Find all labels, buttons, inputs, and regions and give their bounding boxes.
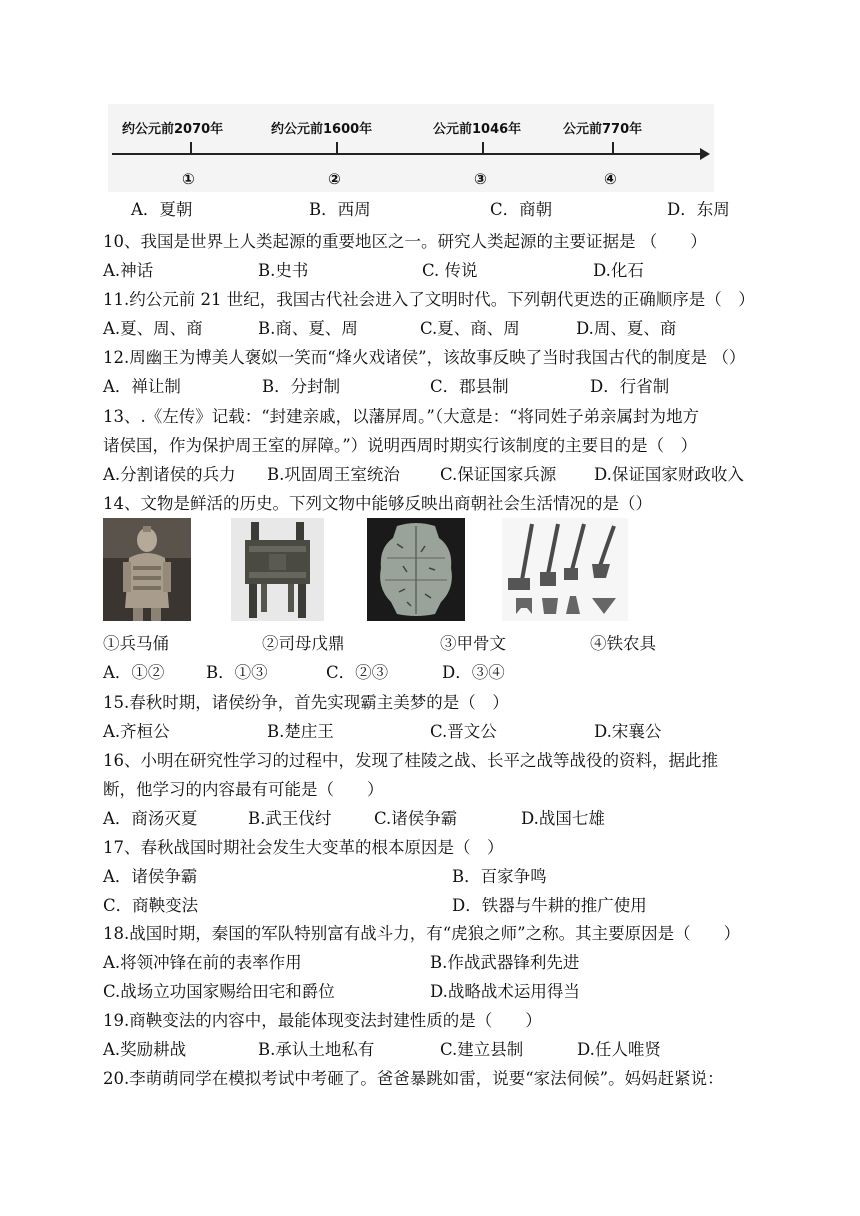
q16-option-b: B.武王伐纣	[248, 809, 332, 828]
timeline-marker-3: ③	[474, 170, 487, 188]
terracotta-warrior-image	[103, 518, 191, 621]
q10-option-c: C. 传说	[422, 261, 478, 280]
q16-stem-line-2: 断，他学习的内容最有可能是（ ）	[103, 780, 384, 799]
q10-option-d: D.化石	[593, 261, 644, 280]
q19-stem: 19.商鞅变法的内容中，最能体现变法封建性质的是（ ）	[103, 1011, 542, 1030]
q14-option-a: A．①②	[103, 663, 165, 682]
q14-caption-3: ③甲骨文	[440, 634, 506, 653]
q10-option-b: B.史书	[258, 261, 309, 280]
timeline-tick	[190, 142, 192, 155]
timeline-marker-4: ④	[604, 170, 617, 188]
timeline-arrow-icon	[700, 148, 710, 160]
q10-stem: 10、我国是世界上人类起源的重要地区之一。研究人类起源的主要证据是 （ ）	[103, 232, 707, 251]
q13-option-d: D.保证国家财政收入	[594, 465, 744, 484]
q9-option-d: D．东周	[667, 200, 730, 219]
q19-option-a: A.奖励耕战	[103, 1040, 187, 1059]
q18-option-a: A.将领冲锋在前的表率作用	[103, 953, 302, 972]
timeline-figure	[108, 104, 714, 192]
q11-option-a: A.夏、周、商	[103, 319, 203, 338]
q18-option-b: B.作战武器锋利先进	[430, 953, 580, 972]
q13-stem-line-1: 13、.《左传》记载：“封建亲戚，以藩屏周。”（大意是：“将同姓子弟亲属封为地方	[103, 407, 700, 426]
q18-stem: 18.战国时期，秦国的军队特别富有战斗力，有“虎狼之师”之称。其主要原因是（ ）	[103, 924, 741, 943]
q9-option-a: A．夏朝	[131, 200, 193, 219]
q15-option-c: C.晋文公	[430, 722, 497, 741]
q11-option-c: C.夏、商、周	[420, 319, 520, 338]
q17-option-d: D．铁器与牛耕的推广使用	[452, 896, 647, 915]
q12-option-c: C．郡县制	[430, 377, 509, 396]
q14-caption-2: ②司母戊鼎	[262, 634, 345, 653]
q15-stem: 15.春秋时期，诸侯纷争，首先实现霸主美梦的是（ ）	[103, 693, 509, 712]
q13-option-b: B.巩固周王室统治	[267, 465, 400, 484]
timeline-tick	[336, 142, 338, 155]
timeline-label-3: 公元前1046年	[433, 122, 522, 137]
q11-stem: 11.约公元前 21 世纪，我国古代社会进入了文明时代。下列朝代更迭的正确顺序是（ ）	[103, 290, 755, 309]
q14-option-c: C．②③	[326, 663, 389, 682]
q17-option-c: C．商鞅变法	[103, 896, 199, 915]
q19-option-d: D.任人唯贤	[577, 1040, 661, 1059]
timeline-label-1: 约公元前2070年	[122, 122, 224, 137]
q20-stem: 20.李萌萌同学在模拟考试中考砸了。爸爸暴跳如雷，说要“家法伺候”。妈妈赶紧说：	[103, 1069, 724, 1088]
q16-option-c: C.诸侯争霸	[374, 809, 458, 828]
q14-option-d: D．③④	[442, 663, 505, 682]
q16-option-d: D.战国七雄	[521, 809, 605, 828]
oracle-bone-image	[367, 518, 465, 621]
q15-option-a: A.齐桓公	[103, 722, 170, 741]
q15-option-d: D.宋襄公	[594, 722, 662, 741]
q12-option-a: A．禅让制	[103, 377, 181, 396]
q9-option-c: C．商朝	[490, 200, 553, 219]
q12-option-d: D．行省制	[590, 377, 670, 396]
q16-stem-line-1: 16、小明在研究性学习的过程中，发现了桂陵之战、长平之战等战役的资料，据此推	[103, 751, 718, 770]
q14-option-b: B．①③	[206, 663, 268, 682]
q15-option-b: B.楚庄王	[267, 722, 334, 741]
q19-option-c: C.建立县制	[440, 1040, 524, 1059]
q18-option-d: D.战略战术运用得当	[430, 982, 580, 1001]
timeline-tick	[482, 142, 484, 155]
iron-farm-tools-image	[502, 518, 628, 621]
q9-option-b: B．西周	[309, 200, 371, 219]
q19-option-b: B.承认土地私有	[258, 1040, 375, 1059]
q17-option-b: B．百家争鸣	[452, 867, 547, 886]
q17-stem: 17、春秋战国时期社会发生大变革的根本原因是（ ）	[103, 838, 504, 857]
q11-option-d: D.周、夏、商	[576, 319, 677, 338]
timeline-label-2: 约公元前1600年	[271, 122, 373, 137]
q13-option-a: A.分割诸侯的兵力	[103, 465, 236, 484]
timeline-tick	[612, 142, 614, 155]
q12-option-b: B．分封制	[262, 377, 341, 396]
timeline-marker-2: ②	[328, 170, 341, 188]
q16-option-a: A．商汤灭夏	[103, 809, 198, 828]
q10-option-a: A.神话	[103, 261, 154, 280]
q17-option-a: A．诸侯争霸	[103, 867, 198, 886]
q13-option-c: C.保证国家兵源	[440, 465, 557, 484]
timeline-marker-1: ①	[182, 170, 195, 188]
q14-caption-1: ①兵马俑	[103, 634, 169, 653]
q11-option-b: B.商、夏、周	[258, 319, 358, 338]
q14-caption-4: ④铁农具	[590, 634, 656, 653]
q18-option-c: C.战场立功国家赐给田宅和爵位	[103, 982, 335, 1001]
simuwu-ding-image	[231, 518, 324, 621]
q12-stem: 12.周幽王为博美人褒姒一笑而“烽火戏诸侯”，该故事反映了当时我国古代的制度是 （）	[103, 348, 746, 367]
q13-stem-line-2: 诸侯国，作为保护周王室的屏障。”）说明西周时期实行该制度的主要目的是（ ）	[103, 436, 698, 455]
timeline-label-4: 公元前770年	[563, 122, 643, 137]
q14-stem: 14、文物是鲜活的历史。下列文物中能够反映出商朝社会生活情况的是（）	[103, 494, 652, 513]
